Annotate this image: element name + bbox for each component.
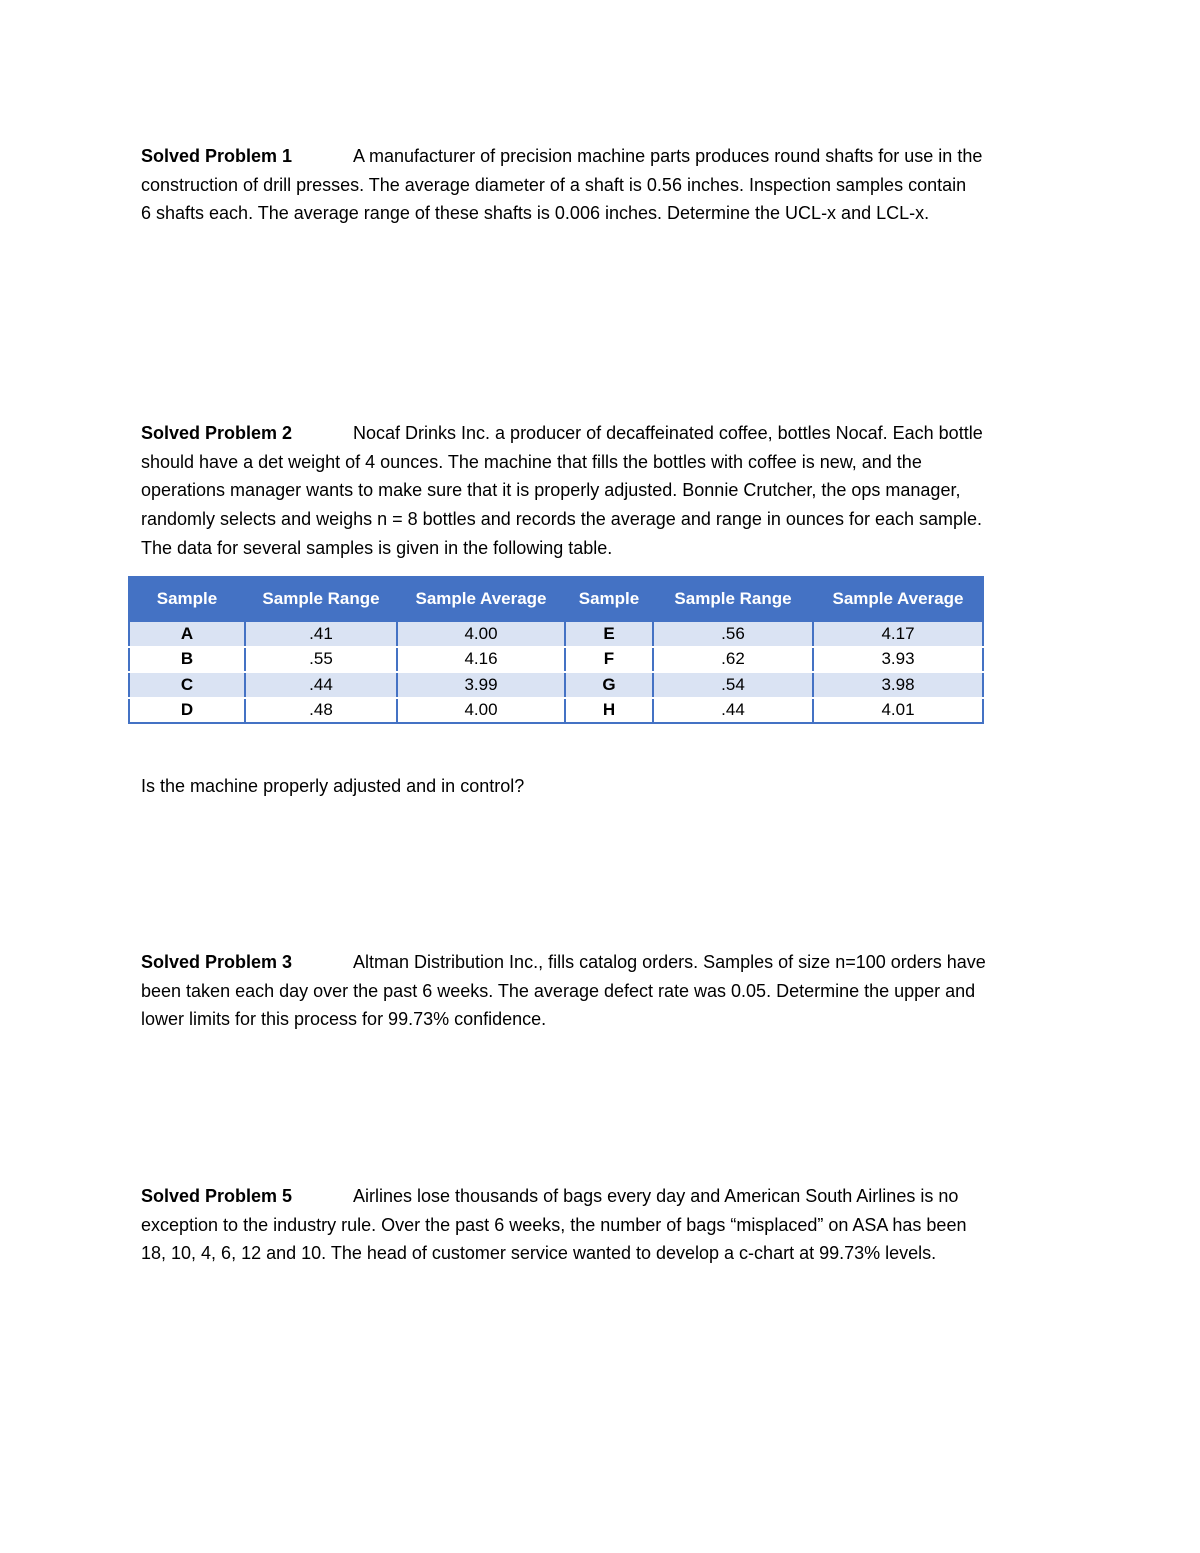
problem-text: 6 shafts each. The average range of these shafts is 0.006 inches. Determine the UCL-x and LCL-x.	[141, 203, 930, 224]
table-cell: C	[129, 672, 245, 698]
problem-text: operations manager wants to make sure that it is properly adjusted. Bonnie Crutcher, the ops manager,	[141, 480, 961, 501]
problem-label: Solved Problem 3	[141, 952, 293, 972]
problem-line	[141, 948, 1061, 977]
problem-label: Solved Problem 1	[141, 146, 293, 166]
problem-line	[141, 1182, 1061, 1211]
problem-text: should have a det weight of 4 ounces. The machine that fills the bottles with coffee is new, and the	[141, 451, 922, 472]
table-cell: .41	[245, 621, 397, 647]
table-cell: .55	[245, 647, 397, 673]
table-cell: .44	[245, 672, 397, 698]
question-text: Is the machine properly adjusted and in control?	[141, 776, 525, 796]
problem-text: Airlines lose thousands of bags every day and American South Airlines is no	[353, 1186, 959, 1206]
column-header: Sample Average	[813, 577, 983, 621]
table-cell: .54	[653, 672, 813, 698]
problem-text: The data for several samples is given in the following table.	[141, 537, 613, 558]
problem-text: Altman Distribution Inc., fills catalog orders. Samples of size n=100 orders have	[353, 952, 986, 972]
problem-label: Solved Problem 5	[141, 1186, 293, 1206]
table-row	[129, 647, 983, 673]
problem-label: Solved Problem 2	[141, 423, 293, 443]
table-cell: H	[565, 698, 653, 724]
problem-text: Nocaf Drinks Inc. a producer of decaffeinated coffee, bottles Nocaf. Each bottle	[353, 423, 983, 443]
table-cell: 3.98	[813, 672, 983, 698]
solved-problem-2	[141, 419, 1061, 563]
solved-problem-5	[141, 1182, 1061, 1268]
table-row	[129, 672, 983, 698]
column-header: Sample Range	[245, 577, 397, 621]
problem-text: A manufacturer of precision machine parts produces round shafts for use in the	[353, 146, 983, 166]
table-cell: 4.01	[813, 698, 983, 724]
problem-line	[141, 142, 1061, 171]
column-header: Sample Range	[653, 577, 813, 621]
table-cell: E	[565, 621, 653, 647]
table-cell: 3.99	[397, 672, 565, 698]
column-header: Sample	[565, 577, 653, 621]
problem-text: randomly selects and weighs n = 8 bottles and records the average and range in ounces for each sample.	[141, 509, 983, 530]
table-cell: 4.16	[397, 647, 565, 673]
table-cell: F	[565, 647, 653, 673]
table-cell: 4.00	[397, 698, 565, 724]
table-cell: B	[129, 647, 245, 673]
table-cell: .56	[653, 621, 813, 647]
table-row	[129, 698, 983, 724]
problem-text: exception to the industry rule. Over the past 6 weeks, the number of bags “misplaced” on ASA has been	[141, 1214, 967, 1235]
column-header: Sample	[129, 577, 245, 621]
table-cell: A	[129, 621, 245, 647]
problem-text: been taken each day over the past 6 weeks. The average defect rate was 0.05. Determine the upper and	[141, 980, 976, 1001]
column-header: Sample Average	[397, 577, 565, 621]
problem-text: lower limits for this process for 99.73% confidence.	[141, 1009, 547, 1030]
table-cell: G	[565, 672, 653, 698]
table-cell: 4.17	[813, 621, 983, 647]
table-header-row	[129, 577, 983, 621]
table-cell: .44	[653, 698, 813, 724]
problem-text: 18, 10, 4, 6, 12 and 10. The head of customer service wanted to develop a c-chart at 99.73% levels.	[141, 1243, 937, 1264]
table-cell: 3.93	[813, 647, 983, 673]
table-cell: 4.00	[397, 621, 565, 647]
solved-problem-1	[141, 142, 1061, 228]
problem-text: construction of drill presses. The average diameter of a shaft is 0.56 inches. Inspection samples contain	[141, 174, 967, 195]
solved-problem-3	[141, 948, 1061, 1034]
table-cell: D	[129, 698, 245, 724]
table-cell: .48	[245, 698, 397, 724]
table-cell: .62	[653, 647, 813, 673]
table-row	[129, 621, 983, 647]
problem-line	[141, 419, 1061, 448]
sample-data-table	[128, 576, 984, 724]
